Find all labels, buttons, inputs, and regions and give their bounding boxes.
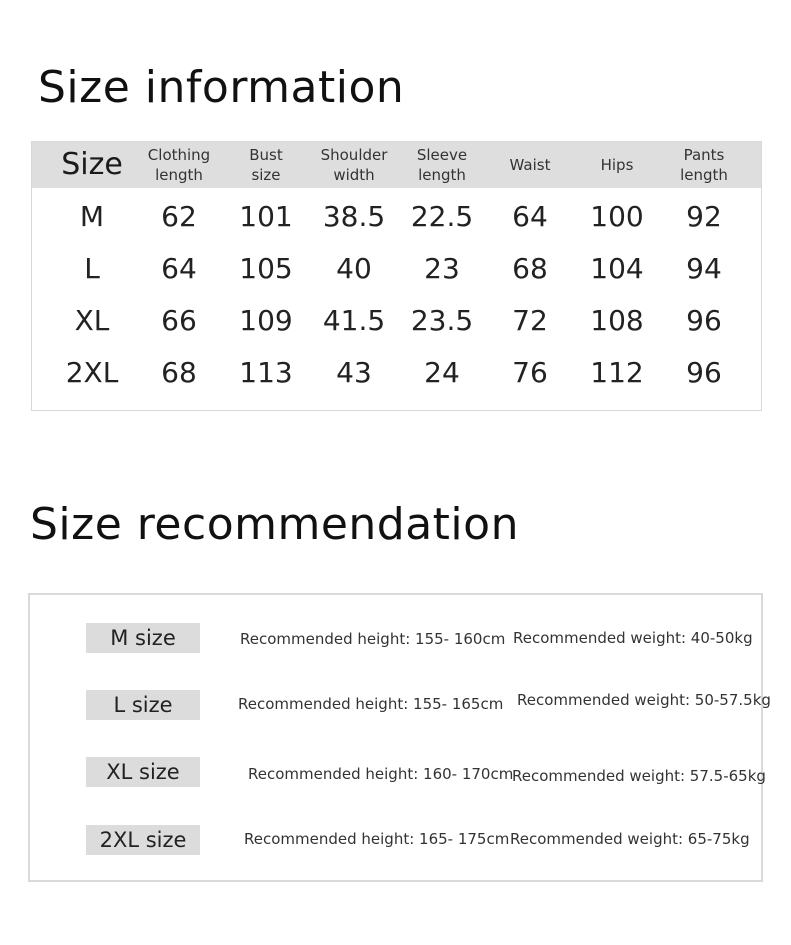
table-cell: 96	[686, 356, 722, 389]
column-header-line: length	[418, 166, 466, 184]
column-header-6	[601, 155, 634, 175]
column-header-3	[321, 145, 388, 185]
table-cell: 72	[512, 304, 548, 337]
table-cell: 68	[161, 356, 197, 389]
size-badge: L size	[86, 690, 200, 720]
column-header-5	[510, 155, 551, 175]
table-cell: 64	[161, 252, 197, 285]
size-badge: XL size	[86, 757, 200, 787]
size-information-table	[31, 141, 762, 411]
column-header-line: Sleeve	[416, 146, 468, 164]
table-cell: 108	[590, 304, 644, 337]
column-header-line: length	[155, 166, 203, 184]
size-label-cell: XL	[74, 304, 110, 337]
recommended-weight: Recommended weight: 57.5-65kg	[512, 767, 766, 785]
recommended-weight: Recommended weight: 50-57.5kg	[517, 691, 771, 709]
column-header-line: Pants	[683, 146, 725, 164]
table-cell: 105	[239, 252, 293, 285]
recommended-height: Recommended height: 155- 160cm	[240, 630, 506, 648]
table-cell: 40	[336, 252, 372, 285]
table-cell: 109	[239, 304, 293, 337]
table-cell: 101	[239, 200, 293, 233]
table-cell: 94	[686, 252, 722, 285]
column-header-0	[61, 147, 123, 183]
table-cell: 43	[336, 356, 372, 389]
table-cell: 92	[686, 200, 722, 233]
column-header-line: Clothing	[147, 146, 211, 164]
column-header-2	[249, 145, 283, 185]
size-badge: 2XL size	[86, 825, 200, 855]
column-header-1	[148, 145, 210, 185]
table-cell: 76	[512, 356, 548, 389]
column-header-4	[417, 145, 467, 185]
recommended-height: Recommended height: 160- 170cm	[248, 765, 514, 783]
column-header-line: length	[680, 166, 728, 184]
table-cell: 113	[239, 356, 293, 389]
size-badge: M size	[86, 623, 200, 653]
table-cell: 24	[424, 356, 460, 389]
size-label-cell: M	[79, 200, 105, 233]
column-header-line: Size	[61, 147, 123, 182]
size-information-title: Size information	[38, 62, 405, 113]
recommended-weight: Recommended weight: 40-50kg	[513, 629, 753, 647]
table-cell: 112	[590, 356, 644, 389]
table-cell: 100	[590, 200, 644, 233]
table-cell: 41.5	[322, 304, 386, 337]
size-label-cell: L	[84, 252, 100, 285]
table-cell: 23.5	[410, 304, 474, 337]
column-header-line: Bust	[249, 146, 283, 164]
column-header-line: Hips	[600, 156, 634, 174]
size-recommendation-panel	[28, 593, 771, 882]
size-recommendation-title: Size recommendation	[30, 499, 519, 550]
size-label-cell: 2XL	[65, 356, 119, 389]
table-cell: 62	[161, 200, 197, 233]
table-header	[32, 142, 761, 188]
column-header-7	[680, 145, 728, 185]
table-cell: 66	[161, 304, 197, 337]
table-cell: 23	[424, 252, 460, 285]
column-header-line: width	[333, 166, 375, 184]
table-cell: 38.5	[322, 200, 386, 233]
column-header-line: size	[251, 166, 281, 184]
table-cell: 96	[686, 304, 722, 337]
recommended-weight: Recommended weight: 65-75kg	[510, 830, 750, 848]
recommended-height: Recommended height: 165- 175cm	[244, 830, 510, 848]
recommended-height: Recommended height: 155- 165cm	[238, 695, 504, 713]
table-cell: 22.5	[410, 200, 474, 233]
column-header-line: Shoulder	[320, 146, 388, 164]
column-header-line: Waist	[509, 156, 551, 174]
table-cell: 64	[512, 200, 548, 233]
table-cell: 104	[590, 252, 644, 285]
table-cell: 68	[512, 252, 548, 285]
